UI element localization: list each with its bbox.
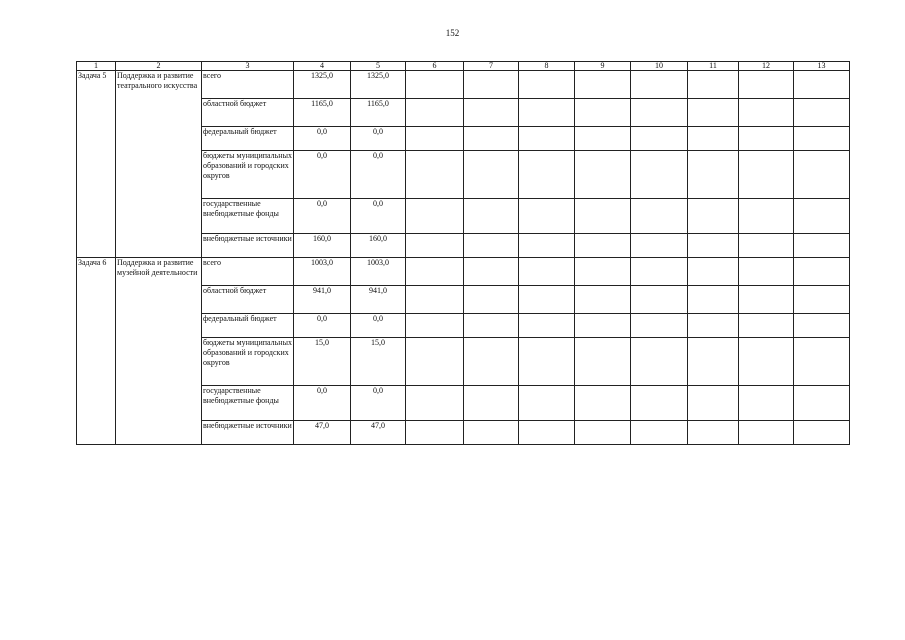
empty-cell (631, 386, 688, 421)
amount-cell: 160,0 (294, 234, 351, 258)
funding-source: федеральный бюджет (202, 314, 294, 338)
empty-cell (575, 421, 631, 445)
empty-cell (739, 258, 794, 286)
empty-cell (739, 314, 794, 338)
table-row (77, 258, 850, 286)
empty-cell (688, 386, 739, 421)
column-header: 9 (575, 62, 631, 71)
empty-cell (688, 99, 739, 127)
funding-source: федеральный бюджет (202, 127, 294, 151)
column-header: 6 (406, 62, 464, 71)
empty-cell (575, 127, 631, 151)
empty-cell (688, 234, 739, 258)
empty-cell (406, 71, 464, 99)
empty-cell (631, 99, 688, 127)
empty-cell (575, 99, 631, 127)
empty-cell (464, 314, 519, 338)
empty-cell (464, 338, 519, 386)
empty-cell (575, 71, 631, 99)
empty-cell (631, 71, 688, 99)
column-header: 12 (739, 62, 794, 71)
funding-source: внебюджетные источники (202, 234, 294, 258)
column-header: 1 (77, 62, 116, 71)
empty-cell (631, 314, 688, 338)
empty-cell (406, 127, 464, 151)
amount-cell: 0,0 (294, 151, 351, 199)
empty-cell (519, 71, 575, 99)
empty-cell (688, 258, 739, 286)
empty-cell (575, 199, 631, 234)
empty-cell (575, 234, 631, 258)
empty-cell (575, 386, 631, 421)
amount-cell: 941,0 (351, 286, 406, 314)
amount-cell: 1165,0 (294, 99, 351, 127)
empty-cell (406, 258, 464, 286)
empty-cell (794, 151, 850, 199)
funding-source: областной бюджет (202, 286, 294, 314)
funding-source: государственные внебюджетные фонды (202, 199, 294, 234)
empty-cell (464, 99, 519, 127)
amount-cell: 47,0 (294, 421, 351, 445)
task-name: Поддержка и развитие музейной деятельности (116, 258, 202, 445)
empty-cell (631, 258, 688, 286)
empty-cell (519, 199, 575, 234)
empty-cell (406, 314, 464, 338)
column-header: 11 (688, 62, 739, 71)
empty-cell (631, 199, 688, 234)
empty-cell (794, 314, 850, 338)
empty-cell (739, 386, 794, 421)
amount-cell: 160,0 (351, 234, 406, 258)
empty-cell (519, 386, 575, 421)
empty-cell (406, 199, 464, 234)
empty-cell (739, 71, 794, 99)
amount-cell: 0,0 (294, 386, 351, 421)
empty-cell (739, 99, 794, 127)
amount-cell: 0,0 (351, 386, 406, 421)
funding-source: всего (202, 258, 294, 286)
empty-cell (519, 286, 575, 314)
empty-cell (464, 71, 519, 99)
empty-cell (406, 99, 464, 127)
empty-cell (688, 338, 739, 386)
empty-cell (406, 386, 464, 421)
funding-source: государственные внебюджетные фонды (202, 386, 294, 421)
empty-cell (575, 151, 631, 199)
empty-cell (688, 199, 739, 234)
empty-cell (739, 127, 794, 151)
empty-cell (794, 71, 850, 99)
empty-cell (688, 286, 739, 314)
empty-cell (794, 338, 850, 386)
funding-source: всего (202, 71, 294, 99)
empty-cell (739, 234, 794, 258)
empty-cell (794, 386, 850, 421)
empty-cell (631, 234, 688, 258)
column-header: 8 (519, 62, 575, 71)
empty-cell (519, 234, 575, 258)
empty-cell (739, 421, 794, 445)
empty-cell (739, 151, 794, 199)
empty-cell (519, 338, 575, 386)
empty-cell (794, 421, 850, 445)
page-number: 152 (445, 28, 460, 38)
empty-cell (631, 151, 688, 199)
funding-source: бюджеты муниципальных образований и городских округов (202, 338, 294, 386)
empty-cell (688, 127, 739, 151)
table-row (77, 71, 850, 99)
empty-cell (575, 314, 631, 338)
empty-cell (794, 234, 850, 258)
column-header: 7 (464, 62, 519, 71)
empty-cell (794, 258, 850, 286)
empty-cell (464, 127, 519, 151)
empty-cell (739, 286, 794, 314)
task-name: Поддержка и развитие театрального искусства (116, 71, 202, 258)
empty-cell (464, 386, 519, 421)
empty-cell (464, 286, 519, 314)
empty-cell (519, 258, 575, 286)
budget-table (76, 61, 850, 445)
empty-cell (631, 127, 688, 151)
empty-cell (794, 127, 850, 151)
empty-cell (575, 286, 631, 314)
empty-cell (406, 338, 464, 386)
amount-cell: 0,0 (351, 127, 406, 151)
task-number: Задача 5 (77, 71, 116, 258)
column-header: 5 (351, 62, 406, 71)
amount-cell: 0,0 (351, 151, 406, 199)
empty-cell (464, 151, 519, 199)
empty-cell (519, 314, 575, 338)
empty-cell (519, 99, 575, 127)
amount-cell: 941,0 (294, 286, 351, 314)
amount-cell: 15,0 (294, 338, 351, 386)
empty-cell (794, 199, 850, 234)
empty-cell (688, 421, 739, 445)
empty-cell (575, 258, 631, 286)
empty-cell (464, 199, 519, 234)
amount-cell: 0,0 (351, 199, 406, 234)
task-number: Задача 6 (77, 258, 116, 445)
column-header: 4 (294, 62, 351, 71)
empty-cell (688, 314, 739, 338)
empty-cell (519, 421, 575, 445)
empty-cell (406, 234, 464, 258)
empty-cell (739, 199, 794, 234)
column-header: 10 (631, 62, 688, 71)
column-header: 13 (794, 62, 850, 71)
amount-cell: 1003,0 (351, 258, 406, 286)
empty-cell (739, 338, 794, 386)
empty-cell (406, 151, 464, 199)
empty-cell (688, 71, 739, 99)
empty-cell (631, 286, 688, 314)
funding-source: внебюджетные источники (202, 421, 294, 445)
funding-source: областной бюджет (202, 99, 294, 127)
empty-cell (464, 258, 519, 286)
amount-cell: 0,0 (294, 314, 351, 338)
amount-cell: 47,0 (351, 421, 406, 445)
empty-cell (519, 151, 575, 199)
empty-cell (519, 127, 575, 151)
amount-cell: 0,0 (351, 314, 406, 338)
empty-cell (464, 421, 519, 445)
funding-source: бюджеты муниципальных образований и городских округов (202, 151, 294, 199)
amount-cell: 0,0 (294, 199, 351, 234)
empty-cell (575, 338, 631, 386)
amount-cell: 1325,0 (294, 71, 351, 99)
empty-cell (794, 286, 850, 314)
column-header: 2 (116, 62, 202, 71)
column-header: 3 (202, 62, 294, 71)
empty-cell (464, 234, 519, 258)
amount-cell: 0,0 (294, 127, 351, 151)
empty-cell (406, 286, 464, 314)
table-body (77, 71, 850, 445)
amount-cell: 1165,0 (351, 99, 406, 127)
empty-cell (631, 338, 688, 386)
amount-cell: 15,0 (351, 338, 406, 386)
empty-cell (688, 151, 739, 199)
empty-cell (794, 99, 850, 127)
amount-cell: 1325,0 (351, 71, 406, 99)
empty-cell (406, 421, 464, 445)
header-row (77, 62, 850, 71)
amount-cell: 1003,0 (294, 258, 351, 286)
empty-cell (631, 421, 688, 445)
